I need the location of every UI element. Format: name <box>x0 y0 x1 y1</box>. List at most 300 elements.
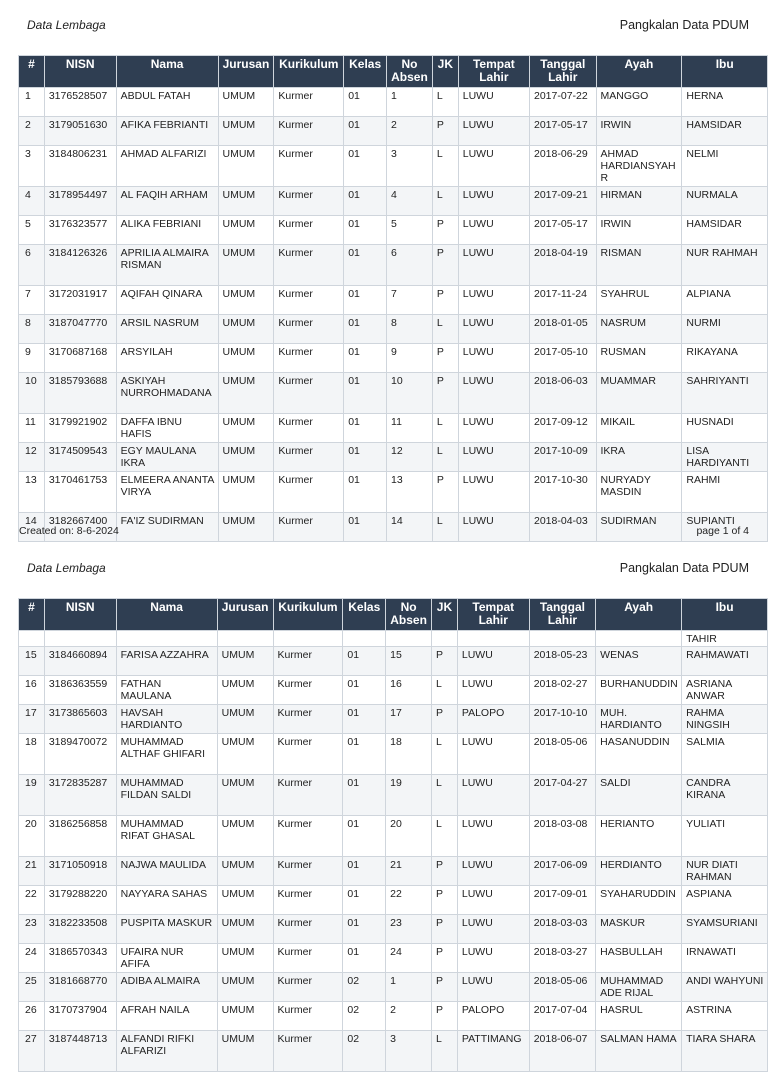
col-father-cell: SYAHARUDDIN <box>596 886 682 915</box>
col-class-cell <box>343 631 386 647</box>
col-mother-cell: NELMI <box>682 146 768 187</box>
col-nisn-cell: 3186363559 <box>44 676 116 705</box>
col-number-cell: 7 <box>19 286 45 315</box>
col-curriculum-cell: Kurmer <box>273 647 343 676</box>
col-birthplace-cell: LUWU <box>457 676 529 705</box>
col-class-cell: 02 <box>343 973 386 1002</box>
col-class-cell: 01 <box>344 315 387 344</box>
col-gender-cell: L <box>432 443 458 472</box>
table-header-row <box>19 56 768 88</box>
col-curriculum-cell: Kurmer <box>273 705 343 734</box>
col-attendance-no-cell: 8 <box>387 315 433 344</box>
col-father-cell: AHMAD HARDIANSYAH R <box>596 146 682 187</box>
col-major-cell: UMUM <box>218 513 274 542</box>
student-table <box>18 598 768 1072</box>
col-birthdate-cell: 2018-05-23 <box>529 647 595 676</box>
col-major-cell: UMUM <box>217 857 273 886</box>
table-row <box>19 1031 768 1072</box>
col-birthplace-header: Tempat Lahir <box>458 56 529 88</box>
col-number-cell: 20 <box>19 816 45 857</box>
col-number-cell: 21 <box>19 857 45 886</box>
col-gender-cell: L <box>432 513 458 542</box>
col-attendance-no-cell: 16 <box>386 676 432 705</box>
col-mother-cell: IRNAWATI <box>682 944 768 973</box>
col-number-cell <box>19 631 45 647</box>
col-birthdate-cell: 2017-11-24 <box>530 286 597 315</box>
col-name-cell: ELMEERA ANANTA VIRYA <box>116 472 218 513</box>
col-gender-cell: P <box>432 705 458 734</box>
col-birthdate-cell: 2018-05-06 <box>529 734 595 775</box>
col-class-cell: 01 <box>344 373 387 414</box>
col-major-cell: UMUM <box>218 315 274 344</box>
table-row <box>19 705 768 734</box>
col-mother-cell: SAHRIYANTI <box>682 373 768 414</box>
col-name-cell: FA'IZ SUDIRMAN <box>116 513 218 542</box>
table-row <box>19 146 768 187</box>
col-curriculum-cell: Kurmer <box>273 734 343 775</box>
col-curriculum-cell: Kurmer <box>273 857 343 886</box>
col-birthplace-cell: LUWU <box>458 187 529 216</box>
col-class-cell: 01 <box>343 705 386 734</box>
col-nisn-cell: 3170737904 <box>44 1002 116 1031</box>
col-major-cell: UMUM <box>217 973 273 1002</box>
col-class-cell: 01 <box>344 245 387 286</box>
col-birthdate-cell: 2018-06-29 <box>530 146 597 187</box>
col-major-cell: UMUM <box>218 414 274 443</box>
col-mother-cell: LISA HARDIYANTI <box>682 443 768 472</box>
col-number-cell: 24 <box>19 944 45 973</box>
col-gender-header: JK <box>432 56 458 88</box>
col-attendance-no-cell: 9 <box>387 344 433 373</box>
col-major-cell <box>217 631 273 647</box>
col-curriculum-cell: Kurmer <box>274 117 344 146</box>
col-father-cell: SALMAN HAMA <box>596 1031 682 1072</box>
col-number-cell: 18 <box>19 734 45 775</box>
col-class-cell: 01 <box>344 187 387 216</box>
col-birthdate-cell: 2018-03-03 <box>529 915 595 944</box>
col-birthplace-cell: LUWU <box>458 472 529 513</box>
col-class-cell: 01 <box>344 472 387 513</box>
col-class-cell: 01 <box>344 513 387 542</box>
col-birthplace-cell: LUWU <box>458 117 529 146</box>
col-mother-cell: SALMIA <box>682 734 768 775</box>
database-name: Pangkalan Data PDUM <box>619 561 749 575</box>
col-birthdate-cell: 2017-10-30 <box>530 472 597 513</box>
col-class-cell: 01 <box>343 915 386 944</box>
col-name-cell: UFAIRA NUR AFIFA <box>116 944 217 973</box>
col-birthplace-cell: PALOPO <box>457 705 529 734</box>
col-birthplace-cell: LUWU <box>457 973 529 1002</box>
col-birthdate-cell: 2017-05-10 <box>530 344 597 373</box>
col-birthplace-cell: LUWU <box>458 443 529 472</box>
col-attendance-no-cell: 19 <box>386 775 432 816</box>
col-number-cell: 22 <box>19 886 45 915</box>
col-birthplace-cell <box>457 631 529 647</box>
col-nisn-cell: 3171050918 <box>44 857 116 886</box>
col-number-cell: 2 <box>19 117 45 146</box>
col-birthdate-cell: 2017-04-27 <box>529 775 595 816</box>
table-row <box>19 373 768 414</box>
col-nisn-cell: 3189470072 <box>44 734 116 775</box>
col-birthdate-cell: 2017-06-09 <box>529 857 595 886</box>
col-attendance-no-cell: 23 <box>386 915 432 944</box>
col-name-cell: ADIBA ALMAIRA <box>116 973 217 1002</box>
col-birthdate-cell: 2018-03-08 <box>529 816 595 857</box>
col-number-cell: 15 <box>19 647 45 676</box>
col-birthplace-cell: LUWU <box>458 414 529 443</box>
col-curriculum-cell: Kurmer <box>274 373 344 414</box>
col-curriculum-cell: Kurmer <box>274 216 344 245</box>
col-major-cell: UMUM <box>217 705 273 734</box>
col-number-cell: 26 <box>19 1002 45 1031</box>
col-nisn-cell: 3187448713 <box>44 1031 116 1072</box>
col-major-cell: UMUM <box>218 117 274 146</box>
col-curriculum-cell: Kurmer <box>273 973 343 1002</box>
col-major-cell: UMUM <box>217 886 273 915</box>
col-attendance-no-cell: 14 <box>387 513 433 542</box>
col-attendance-no-cell: 7 <box>387 286 433 315</box>
col-mother-cell: NUR DIATI RAHMAN <box>682 857 768 886</box>
col-gender-cell: P <box>432 647 458 676</box>
col-major-cell: UMUM <box>218 245 274 286</box>
col-number-cell: 17 <box>19 705 45 734</box>
col-mother-cell: HAMSIDAR <box>682 117 768 146</box>
col-nisn-cell: 3184126326 <box>44 245 116 286</box>
col-mother-cell: HAMSIDAR <box>682 216 768 245</box>
col-birthplace-cell: LUWU <box>458 513 529 542</box>
col-name-cell: AFIKA FEBRIANTI <box>116 117 218 146</box>
col-mother-cell: ALPIANA <box>682 286 768 315</box>
col-curriculum-header: Kurikulum <box>273 599 343 631</box>
col-gender-cell: L <box>432 734 458 775</box>
col-father-header: Ayah <box>596 56 682 88</box>
col-father-cell: IRWIN <box>596 117 682 146</box>
col-nisn-header: NISN <box>44 56 116 88</box>
col-curriculum-cell: Kurmer <box>273 1031 343 1072</box>
col-father-cell: MUHAMMAD ADE RIJAL <box>596 973 682 1002</box>
col-attendance-no-cell: 1 <box>386 973 432 1002</box>
table-row <box>19 315 768 344</box>
col-mother-cell: ASTRINA <box>682 1002 768 1031</box>
col-attendance-no-cell: 2 <box>386 1002 432 1031</box>
col-nisn-cell: 3187047770 <box>44 315 116 344</box>
col-name-cell: AHMAD ALFARIZI <box>116 146 218 187</box>
col-number-cell: 16 <box>19 676 45 705</box>
col-birthplace-cell: LUWU <box>458 146 529 187</box>
col-curriculum-cell <box>273 631 343 647</box>
col-curriculum-cell: Kurmer <box>273 886 343 915</box>
table-row <box>19 973 768 1002</box>
col-attendance-no-cell: 21 <box>386 857 432 886</box>
col-birthplace-header: Tempat Lahir <box>457 599 529 631</box>
col-nisn-cell <box>44 631 116 647</box>
table-row <box>19 443 768 472</box>
table-row <box>19 857 768 886</box>
col-name-cell: NAJWA MAULIDA <box>116 857 217 886</box>
col-gender-cell: P <box>432 944 458 973</box>
col-nisn-cell: 3184806231 <box>44 146 116 187</box>
col-birthplace-cell: LUWU <box>457 944 529 973</box>
col-attendance-no-cell: 2 <box>387 117 433 146</box>
col-birthplace-cell: LUWU <box>458 315 529 344</box>
col-father-cell: SUDIRMAN <box>596 513 682 542</box>
col-birthplace-cell: LUWU <box>457 734 529 775</box>
col-attendance-no-cell: 3 <box>387 146 433 187</box>
col-number-cell: 8 <box>19 315 45 344</box>
col-class-cell: 01 <box>344 216 387 245</box>
col-class-cell: 01 <box>344 414 387 443</box>
col-major-cell: UMUM <box>218 216 274 245</box>
col-major-cell: UMUM <box>218 443 274 472</box>
col-gender-cell: P <box>432 857 458 886</box>
col-number-cell: 1 <box>19 88 45 117</box>
table-row <box>19 1002 768 1031</box>
col-birthdate-cell: 2017-10-10 <box>529 705 595 734</box>
col-major-cell: UMUM <box>217 676 273 705</box>
col-number-cell: 25 <box>19 973 45 1002</box>
col-number-cell: 3 <box>19 146 45 187</box>
col-gender-cell: P <box>432 117 458 146</box>
col-mother-cell: ASRIANA ANWAR <box>682 676 768 705</box>
col-name-cell: ASKIYAH NURROHMADANA <box>116 373 218 414</box>
col-major-cell: UMUM <box>217 734 273 775</box>
col-name-cell: PUSPITA MASKUR <box>116 915 217 944</box>
col-major-cell: UMUM <box>217 1002 273 1031</box>
col-major-cell: UMUM <box>218 187 274 216</box>
col-attendance-no-cell: 3 <box>386 1031 432 1072</box>
col-number-cell: 19 <box>19 775 45 816</box>
col-gender-cell: L <box>432 414 458 443</box>
col-birthplace-cell: LUWU <box>458 88 529 117</box>
col-number-cell: 6 <box>19 245 45 286</box>
col-major-cell: UMUM <box>217 647 273 676</box>
col-mother-header: Ibu <box>682 599 768 631</box>
col-attendance-no-cell: 1 <box>387 88 433 117</box>
col-major-cell: UMUM <box>217 915 273 944</box>
col-mother-cell: ANDI WAHYUNI <box>682 973 768 1002</box>
col-number-cell: 11 <box>19 414 45 443</box>
col-father-header: Ayah <box>596 599 682 631</box>
col-name-header: Nama <box>116 599 217 631</box>
col-attendance-no-cell: 13 <box>387 472 433 513</box>
col-class-cell: 01 <box>343 857 386 886</box>
col-attendance-no-cell <box>386 631 432 647</box>
col-nisn-cell: 3185793688 <box>44 373 116 414</box>
page-footer <box>0 523 768 539</box>
table-row <box>19 88 768 117</box>
col-birthdate-cell: 2017-09-01 <box>529 886 595 915</box>
col-number-cell: 13 <box>19 472 45 513</box>
col-birthplace-cell: LUWU <box>457 775 529 816</box>
col-curriculum-cell: Kurmer <box>273 944 343 973</box>
col-attendance-no-header: No Absen <box>387 56 433 88</box>
col-gender-cell: P <box>432 286 458 315</box>
col-major-cell: UMUM <box>218 344 274 373</box>
table-row <box>19 631 768 647</box>
col-major-header: Jurusan <box>218 56 274 88</box>
col-major-cell: UMUM <box>218 373 274 414</box>
col-father-cell <box>596 631 682 647</box>
col-curriculum-cell: Kurmer <box>274 88 344 117</box>
col-curriculum-cell: Kurmer <box>273 775 343 816</box>
col-nisn-cell: 3186570343 <box>44 944 116 973</box>
col-nisn-cell: 3179921902 <box>44 414 116 443</box>
col-class-cell: 01 <box>344 117 387 146</box>
col-gender-cell: L <box>432 676 458 705</box>
database-name: Pangkalan Data PDUM <box>619 18 749 32</box>
col-birthplace-cell: LUWU <box>457 886 529 915</box>
col-class-cell: 02 <box>343 1031 386 1072</box>
col-name-cell: AL FAQIH ARHAM <box>116 187 218 216</box>
col-gender-cell: L <box>432 146 458 187</box>
col-birthdate-cell: 2018-03-27 <box>529 944 595 973</box>
col-gender-cell <box>432 631 458 647</box>
col-birthdate-cell: 2017-09-21 <box>530 187 597 216</box>
col-gender-header: JK <box>432 599 458 631</box>
col-mother-cell: ASPIANA <box>682 886 768 915</box>
col-birthplace-cell: PATTIMANG <box>457 1031 529 1072</box>
col-nisn-cell: 3174509543 <box>44 443 116 472</box>
col-mother-cell: RAHMI <box>682 472 768 513</box>
col-number-cell: 23 <box>19 915 45 944</box>
col-major-cell: UMUM <box>218 286 274 315</box>
col-name-cell: MUHAMMAD RIFAT GHASAL <box>116 816 217 857</box>
col-gender-cell: P <box>432 373 458 414</box>
table-row <box>19 414 768 443</box>
col-father-cell: IRWIN <box>596 216 682 245</box>
col-class-cell: 01 <box>344 443 387 472</box>
col-gender-cell: L <box>432 775 458 816</box>
col-number-cell: 5 <box>19 216 45 245</box>
col-nisn-cell: 3172031917 <box>44 286 116 315</box>
col-name-cell: FATHAN MAULANA <box>116 676 217 705</box>
col-number-header: # <box>19 599 45 631</box>
page-header <box>0 558 768 578</box>
col-class-cell: 01 <box>343 734 386 775</box>
col-father-cell: MUAMMAR <box>596 373 682 414</box>
col-major-cell: UMUM <box>217 775 273 816</box>
col-name-cell: MUHAMMAD ALTHAF GHIFARI <box>116 734 217 775</box>
col-gender-cell: L <box>432 187 458 216</box>
col-class-cell: 01 <box>343 816 386 857</box>
col-name-cell: HAVSAH HARDIANTO <box>116 705 217 734</box>
col-birthdate-cell: 2017-07-04 <box>529 1002 595 1031</box>
col-gender-cell: P <box>432 344 458 373</box>
col-father-cell: IKRA <box>596 443 682 472</box>
col-father-cell: NURYADY MASDIN <box>596 472 682 513</box>
col-class-cell: 01 <box>343 886 386 915</box>
col-mother-cell: NURMALA <box>682 187 768 216</box>
col-name-cell: ALIKA FEBRIANI <box>116 216 218 245</box>
col-attendance-no-cell: 15 <box>386 647 432 676</box>
institution-data-label: Data Lembaga <box>27 561 106 575</box>
col-father-cell: HASANUDDIN <box>596 734 682 775</box>
col-birthdate-cell: 2018-06-07 <box>529 1031 595 1072</box>
table-row <box>19 886 768 915</box>
col-major-header: Jurusan <box>217 599 273 631</box>
table-row <box>19 245 768 286</box>
col-nisn-cell: 3179051630 <box>44 117 116 146</box>
table-row <box>19 216 768 245</box>
col-attendance-no-cell: 24 <box>386 944 432 973</box>
col-birthplace-cell: LUWU <box>458 344 529 373</box>
col-name-cell: MUHAMMAD FILDAN SALDI <box>116 775 217 816</box>
col-birthdate-cell: 2017-05-17 <box>530 117 597 146</box>
col-father-cell: SALDI <box>596 775 682 816</box>
col-name-cell: FARISA AZZAHRA <box>116 647 217 676</box>
col-mother-cell: RAHMAWATI <box>682 647 768 676</box>
col-attendance-no-cell: 4 <box>387 187 433 216</box>
col-curriculum-cell: Kurmer <box>274 443 344 472</box>
col-birthdate-cell: 2018-01-05 <box>530 315 597 344</box>
col-major-cell: UMUM <box>218 146 274 187</box>
col-mother-cell: TIARA SHARA <box>682 1031 768 1072</box>
col-birthdate-cell: 2018-02-27 <box>529 676 595 705</box>
col-birthdate-cell: 2018-06-03 <box>530 373 597 414</box>
col-number-cell: 9 <box>19 344 45 373</box>
col-class-header: Kelas <box>343 599 386 631</box>
col-nisn-cell: 3182233508 <box>44 915 116 944</box>
col-class-header: Kelas <box>344 56 387 88</box>
col-gender-cell: P <box>432 216 458 245</box>
col-birthdate-cell: 2018-04-03 <box>530 513 597 542</box>
col-mother-cell: CANDRA KIRANA <box>682 775 768 816</box>
col-attendance-no-cell: 6 <box>387 245 433 286</box>
table-row <box>19 915 768 944</box>
col-nisn-cell: 3173865603 <box>44 705 116 734</box>
col-attendance-no-cell: 10 <box>387 373 433 414</box>
created-on: Created on: 8-6-2024 <box>19 525 119 537</box>
col-nisn-cell: 3176528507 <box>44 88 116 117</box>
col-attendance-no-cell: 11 <box>387 414 433 443</box>
col-birthdate-cell: 2017-07-22 <box>530 88 597 117</box>
table-row <box>19 676 768 705</box>
col-attendance-no-cell: 17 <box>386 705 432 734</box>
col-father-cell: HASRUL <box>596 1002 682 1031</box>
col-birthdate-cell: 2017-10-09 <box>530 443 597 472</box>
col-attendance-no-cell: 18 <box>386 734 432 775</box>
col-curriculum-cell: Kurmer <box>274 344 344 373</box>
col-curriculum-cell: Kurmer <box>273 676 343 705</box>
col-nisn-cell: 3181668770 <box>44 973 116 1002</box>
col-mother-cell: RAHMA NINGSIH <box>682 705 768 734</box>
col-nisn-cell: 3172835287 <box>44 775 116 816</box>
col-gender-cell: L <box>432 315 458 344</box>
col-nisn-cell: 3170687168 <box>44 344 116 373</box>
table-row <box>19 344 768 373</box>
col-birthdate-cell: 2018-04-19 <box>530 245 597 286</box>
col-name-header: Nama <box>116 56 218 88</box>
col-birthplace-cell: LUWU <box>458 286 529 315</box>
col-birthdate-header: Tanggal Lahir <box>530 56 597 88</box>
col-curriculum-cell: Kurmer <box>273 1002 343 1031</box>
col-nisn-cell: 3179288220 <box>44 886 116 915</box>
col-father-cell: NASRUM <box>596 315 682 344</box>
col-father-cell: HERIANTO <box>596 816 682 857</box>
col-father-cell: HASBULLAH <box>596 944 682 973</box>
col-number-cell: 12 <box>19 443 45 472</box>
col-name-cell: ARSYILAH <box>116 344 218 373</box>
col-number-cell: 10 <box>19 373 45 414</box>
col-father-cell: MANGGO <box>596 88 682 117</box>
col-number-cell: 27 <box>19 1031 45 1072</box>
col-major-cell: UMUM <box>218 472 274 513</box>
col-birthplace-cell: LUWU <box>458 245 529 286</box>
col-name-cell: DAFFA IBNU HAFIS <box>116 414 218 443</box>
col-attendance-no-cell: 5 <box>387 216 433 245</box>
col-curriculum-cell: Kurmer <box>274 513 344 542</box>
col-class-cell: 01 <box>343 775 386 816</box>
